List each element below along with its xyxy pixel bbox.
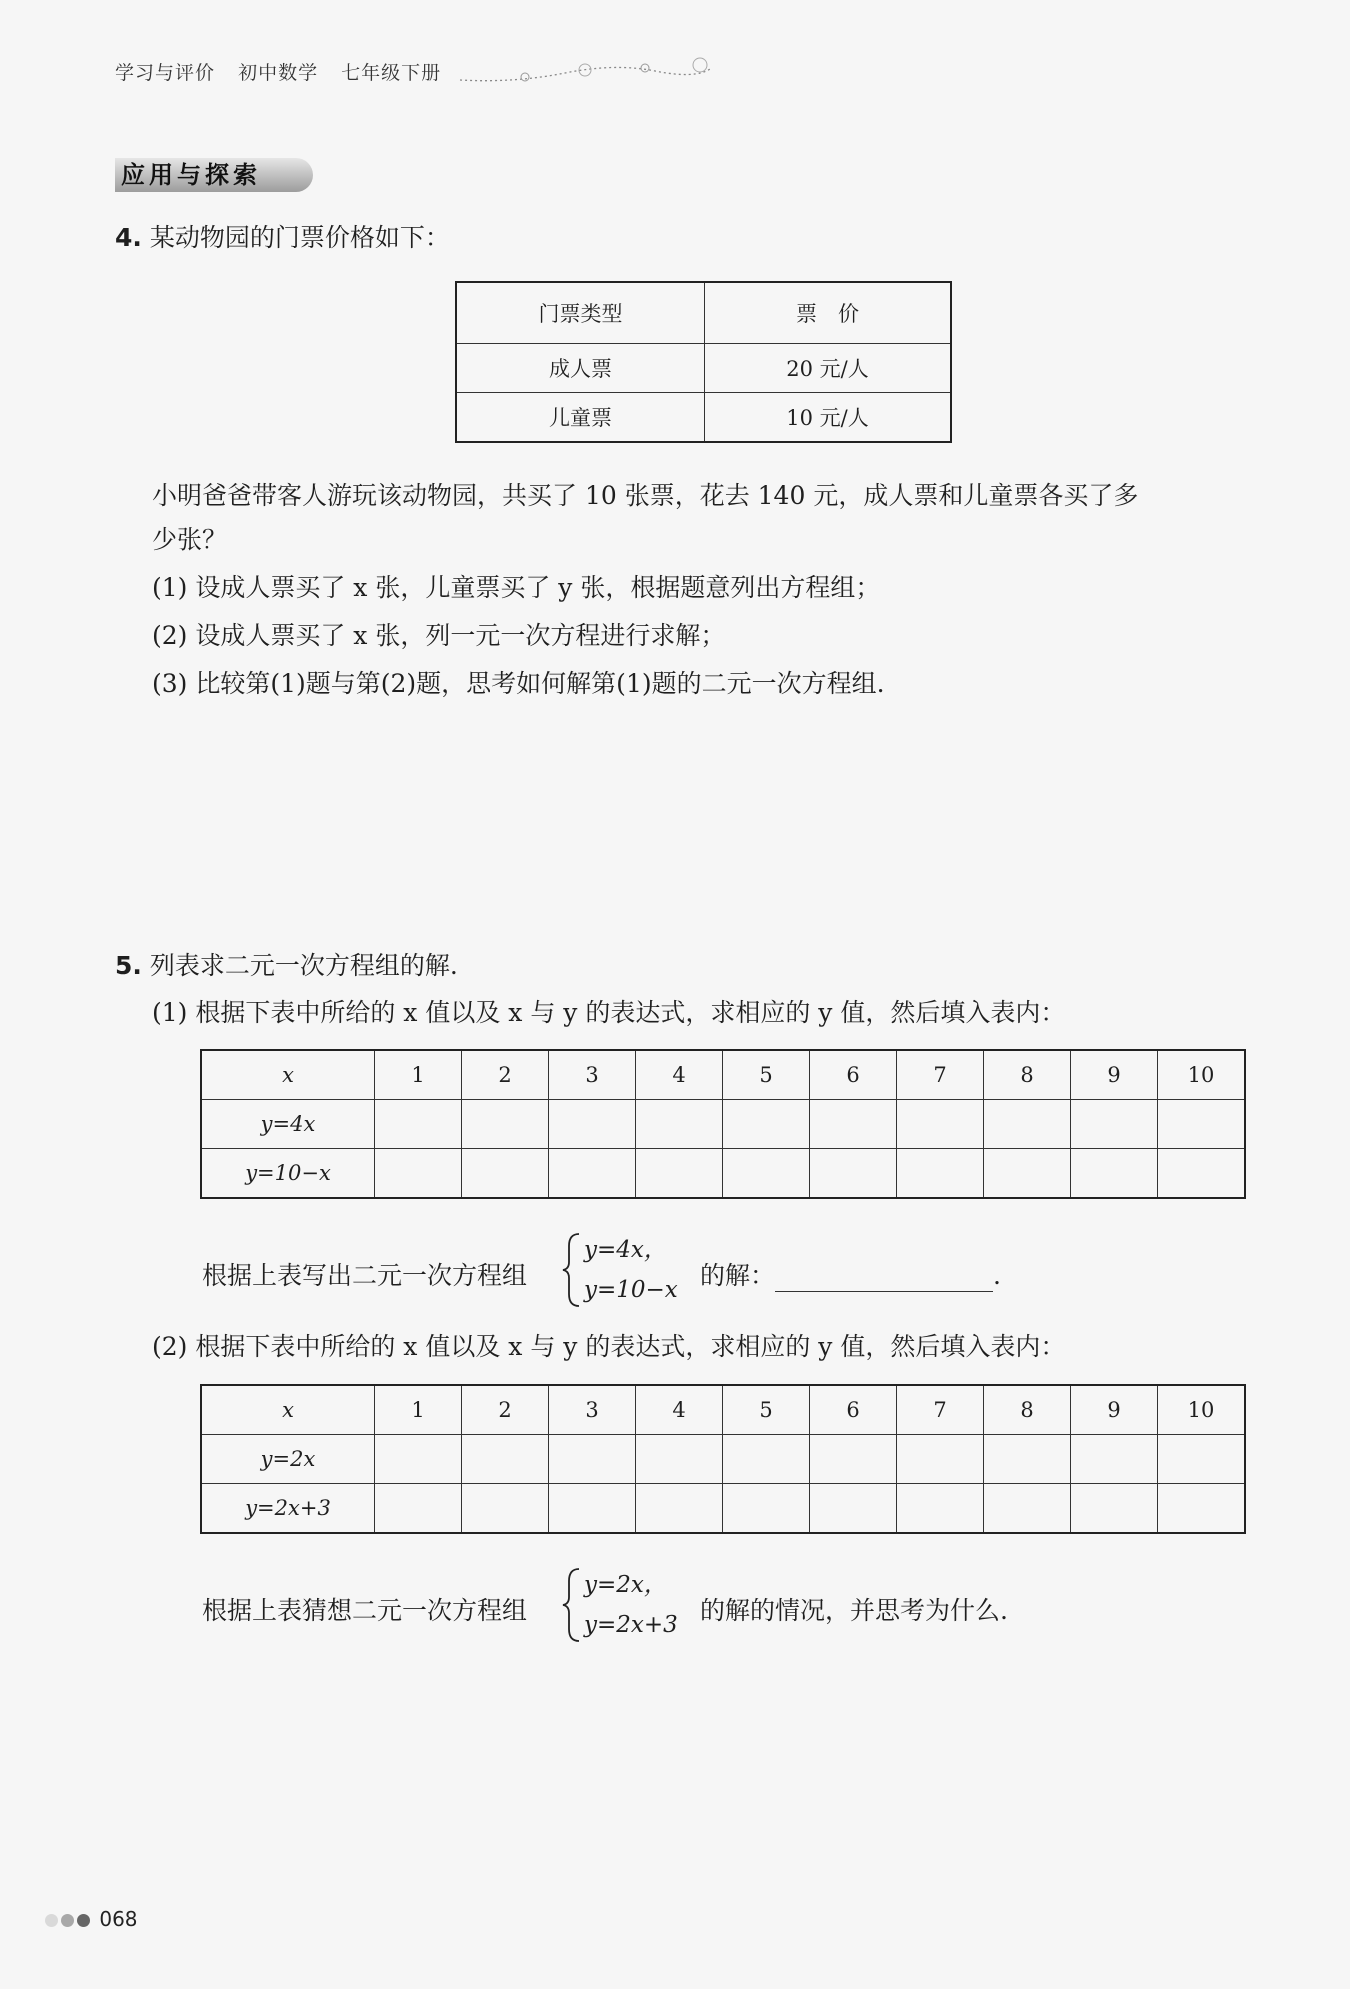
- q5-part1-answer-prefix: 根据上表写出二元一次方程组: [202, 1261, 528, 1290]
- x-value-cell: 9: [1071, 1385, 1158, 1435]
- left-brace-icon: [561, 1232, 583, 1308]
- x-value-cell: 3: [549, 1050, 636, 1100]
- page-footer: [45, 1907, 138, 1931]
- answer-cell[interactable]: [1071, 1484, 1158, 1534]
- dot-icon: [77, 1914, 90, 1927]
- q5-part1-intro: (1) 根据下表中所给的 x 值以及 x 与 y 的表达式，求相应的 y 值，然后填入表内：: [152, 998, 1066, 1027]
- x-value-cell: 5: [723, 1050, 810, 1100]
- system2-eq2: y=2x+3: [584, 1612, 678, 1638]
- ticket-type-cell: 成人票: [456, 344, 705, 393]
- answer-blank[interactable]: [775, 1265, 993, 1292]
- system2: [584, 1565, 678, 1645]
- ticket-price-cell: 20 元/人: [705, 344, 952, 393]
- answer-cell[interactable]: [636, 1435, 723, 1484]
- x-value-cell: 8: [984, 1385, 1071, 1435]
- system1-eq1: y=4x，: [584, 1237, 667, 1263]
- answer-cell[interactable]: [1158, 1484, 1246, 1534]
- header-grade: 七年级下册: [341, 62, 442, 84]
- answer-cell[interactable]: [897, 1100, 984, 1149]
- q4-text-line1: 小明爸爸带客人游玩该动物园，共买了 10 张票，花去 140 元，成人票和儿童票各买了多: [152, 481, 1139, 510]
- row-label-x: x: [201, 1385, 375, 1435]
- left-brace-icon: [561, 1567, 583, 1643]
- ticket-header-price: 票 价: [705, 282, 952, 344]
- answer-cell[interactable]: [984, 1435, 1071, 1484]
- ticket-type-cell: 儿童票: [456, 393, 705, 443]
- answer-cell[interactable]: [1158, 1100, 1246, 1149]
- q5-table1: [200, 1049, 1246, 1199]
- answer-cell[interactable]: [984, 1100, 1071, 1149]
- table-row: [201, 1435, 1245, 1484]
- answer-cell[interactable]: [375, 1435, 462, 1484]
- ticket-price-table: [455, 281, 952, 443]
- header-subject: 初中数学: [238, 62, 319, 84]
- q5-number: 5.: [115, 951, 142, 980]
- answer-cell[interactable]: [636, 1100, 723, 1149]
- answer-cell[interactable]: [462, 1435, 549, 1484]
- running-header: [115, 58, 457, 85]
- system2-eq1: y=2x，: [584, 1572, 667, 1598]
- q5-part2-answer-suffix: 的解的情况，并思考为什么.: [700, 1596, 1008, 1625]
- answer-cell[interactable]: [636, 1484, 723, 1534]
- q5-stem-line: [115, 946, 458, 982]
- table-row: [201, 1385, 1245, 1435]
- x-value-cell: 7: [897, 1050, 984, 1100]
- answer-cell[interactable]: [375, 1484, 462, 1534]
- x-value-cell: 9: [1071, 1050, 1158, 1100]
- x-value-cell: 2: [462, 1385, 549, 1435]
- answer-cell[interactable]: [462, 1149, 549, 1199]
- x-value-cell: 1: [375, 1050, 462, 1100]
- answer-cell[interactable]: [897, 1484, 984, 1534]
- answer-cell[interactable]: [1071, 1149, 1158, 1199]
- x-value-cell: 3: [549, 1385, 636, 1435]
- answer-cell[interactable]: [549, 1100, 636, 1149]
- answer-cell[interactable]: [462, 1100, 549, 1149]
- answer-cell[interactable]: [810, 1484, 897, 1534]
- table-row: [201, 1149, 1245, 1199]
- section-title: 应用与探索: [115, 158, 313, 192]
- answer-cell[interactable]: [549, 1435, 636, 1484]
- answer-cell[interactable]: [810, 1435, 897, 1484]
- answer-cell[interactable]: [462, 1484, 549, 1534]
- q4-part3: (3) 比较第(1)题与第(2)题，思考如何解第(1)题的二元一次方程组.: [152, 669, 885, 698]
- q4-part2: (2) 设成人票买了 x 张，列一元一次方程进行求解；: [152, 621, 726, 650]
- header-decoration: [455, 55, 715, 85]
- answer-cell[interactable]: [810, 1100, 897, 1149]
- answer-cell[interactable]: [723, 1149, 810, 1199]
- ticket-header-type: 门票类型: [456, 282, 705, 344]
- table-row: [201, 1050, 1245, 1100]
- q4-stem: 某动物园的门票价格如下：: [149, 223, 450, 252]
- dot-icon: [61, 1914, 74, 1927]
- system1: [584, 1230, 678, 1310]
- row-label-x: x: [201, 1050, 375, 1100]
- table-row: [201, 1484, 1245, 1534]
- x-value-cell: 4: [636, 1050, 723, 1100]
- answer-cell[interactable]: [897, 1435, 984, 1484]
- answer-cell[interactable]: [636, 1149, 723, 1199]
- q5-part1-answer-suffix-line: [700, 1256, 1001, 1292]
- q5-part1-end: .: [993, 1261, 1001, 1290]
- x-value-cell: 7: [897, 1385, 984, 1435]
- table-row: [456, 393, 951, 443]
- answer-cell[interactable]: [984, 1484, 1071, 1534]
- answer-cell[interactable]: [897, 1149, 984, 1199]
- q4-part1: (1) 设成人票买了 x 张，儿童票买了 y 张，根据题意列出方程组；: [152, 573, 881, 602]
- ticket-price-cell: 10 元/人: [705, 393, 952, 443]
- q5-part2-intro: (2) 根据下表中所给的 x 值以及 x 与 y 的表达式，求相应的 y 值，然后填入表内：: [152, 1332, 1066, 1361]
- x-value-cell: 10: [1158, 1050, 1246, 1100]
- q4-text-line2: 少张？: [152, 525, 228, 554]
- row-label-y-2x-plus-3: y=2x+3: [201, 1484, 375, 1534]
- x-value-cell: 6: [810, 1385, 897, 1435]
- row-label-y-4x: y=4x: [201, 1100, 375, 1149]
- header-book: 学习与评价: [115, 62, 216, 84]
- q5-table2: [200, 1384, 1246, 1534]
- q4-number: 4.: [115, 223, 142, 252]
- answer-cell[interactable]: [375, 1149, 462, 1199]
- answer-cell[interactable]: [984, 1149, 1071, 1199]
- x-value-cell: 5: [723, 1385, 810, 1435]
- system1-eq2: y=10−x: [584, 1277, 678, 1303]
- answer-cell[interactable]: [1071, 1100, 1158, 1149]
- page-number: 068: [99, 1907, 138, 1931]
- x-value-cell: 2: [462, 1050, 549, 1100]
- answer-cell[interactable]: [810, 1149, 897, 1199]
- table-row: [201, 1100, 1245, 1149]
- row-label-y-10-minus-x: y=10−x: [201, 1149, 375, 1199]
- answer-cell[interactable]: [1158, 1149, 1246, 1199]
- x-value-cell: 6: [810, 1050, 897, 1100]
- table-row: [456, 282, 951, 344]
- x-value-cell: 8: [984, 1050, 1071, 1100]
- answer-cell[interactable]: [723, 1100, 810, 1149]
- answer-cell[interactable]: [549, 1149, 636, 1199]
- answer-cell[interactable]: [1071, 1435, 1158, 1484]
- answer-cell[interactable]: [723, 1484, 810, 1534]
- table-row: [456, 344, 951, 393]
- answer-cell[interactable]: [549, 1484, 636, 1534]
- q4-stem-line: [115, 218, 450, 254]
- q5-part2-answer-prefix: 根据上表猜想二元一次方程组: [202, 1596, 528, 1625]
- q5-stem: 列表求二元一次方程组的解.: [149, 951, 458, 980]
- x-value-cell: 4: [636, 1385, 723, 1435]
- row-label-y-2x: y=2x: [201, 1435, 375, 1484]
- q5-part1-answer-suffix: 的解：: [700, 1261, 776, 1290]
- answer-cell[interactable]: [723, 1435, 810, 1484]
- answer-cell[interactable]: [375, 1100, 462, 1149]
- answer-cell[interactable]: [1158, 1435, 1246, 1484]
- dot-icon: [45, 1914, 58, 1927]
- x-value-cell: 10: [1158, 1385, 1246, 1435]
- x-value-cell: 1: [375, 1385, 462, 1435]
